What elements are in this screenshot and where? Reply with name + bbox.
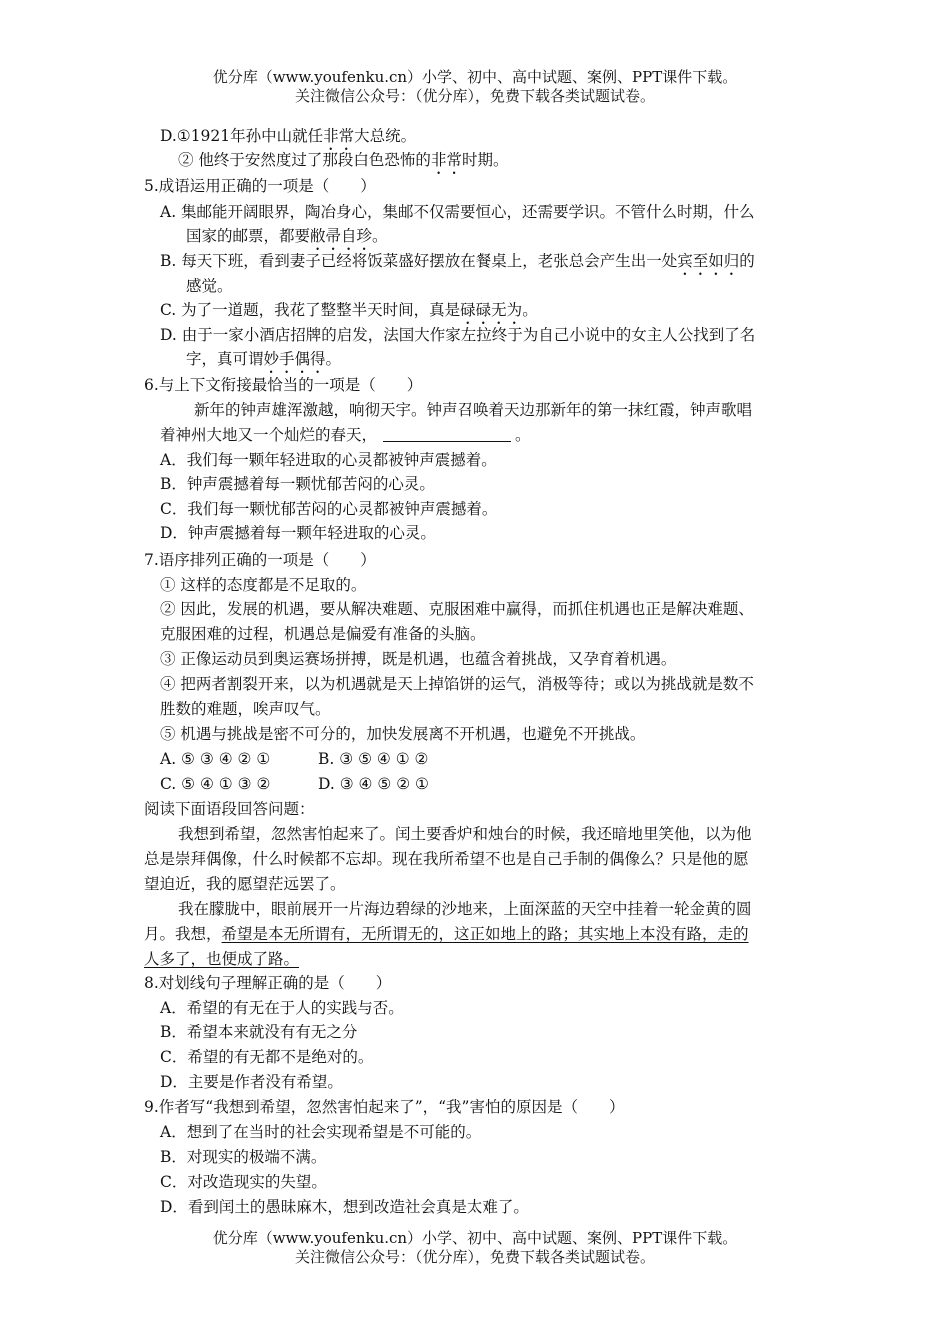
- q5-option-b-line-2: 感觉。: [186, 277, 233, 295]
- q7-sentence-1: ① 这样的态度都是不足取的。: [160, 576, 367, 594]
- q5-option-b-line-1: B. 每天下班，看到妻子已经将饭菜盛好摆放在餐桌上，老张总会产生出一处宾至如归的: [160, 252, 755, 270]
- emphasized-idiom: 妙手偶得: [263, 350, 326, 368]
- page-footer-line-1: 优分库（www.youfenku.cn）小学、初中、高中试题、案例、PPT课件下载。: [212, 1229, 738, 1247]
- reading-p1-line-3: 望迫近，我的愿望茫远罢了。: [144, 875, 346, 893]
- q6-stem: 6.与上下文衔接最恰当的一项是（ ）: [144, 376, 423, 394]
- q5-option-a-line-2: 国家的邮票，都要敝帚自珍。: [186, 227, 388, 245]
- q8-option-d: D．主要是作者没有希望。: [160, 1073, 343, 1091]
- q7-sentence-2-line-1: ② 因此，发展的机遇，要从解决难题、克服困难中赢得，而抓住机遇也正是解决难题、: [160, 600, 754, 618]
- q4-option-d-line-2: ② 他终于安然度过了那段白色恐怖的非常时期。: [178, 151, 509, 169]
- reading-intro: 阅读下面语段回答问题：: [144, 800, 315, 818]
- page-footer-line-2: 关注微信公众号：（优分库），免费下载各类试题试卷。: [294, 1248, 655, 1266]
- q7-sentence-3: ③ 正像运动员到奥运赛场拼搏，既是机遇，也蕴含着挑战，又孕育着机遇。: [160, 650, 677, 668]
- q7-sentence-4-line-1: ④ 把两者割裂开来，以为机遇就是天上掉馅饼的运气，消极等待；或以为挑战就是数不: [160, 675, 754, 693]
- q7-option-d: D. ③ ④ ⑤ ② ①: [318, 775, 429, 793]
- q5-stem: 5.成语运用正确的一项是（ ）: [144, 177, 376, 195]
- q7-option-a: A. ⑤ ③ ④ ② ①: [160, 750, 271, 768]
- q8-stem: 8.对划线句子理解正确的是（ ）: [144, 974, 392, 992]
- reading-p1-line-2: 总是崇拜偶像，什么时候都不忘却。现在我所希望不也是自己手制的偶像么？只是他的愿: [144, 850, 749, 868]
- q9-stem: 9.作者写“我想到希望，忽然害怕起来了”，“我”害怕的原因是（ ）: [144, 1098, 625, 1116]
- page-header-line-2: 关注微信公众号：（优分库），免费下载各类试题试卷。: [294, 87, 655, 105]
- emphasized-idiom: 敝帚自珍: [310, 227, 373, 245]
- underlined-sentence: 希望是本无所谓有，无所谓无的，这正如地上的路；其实地上本没有路，走的: [221, 925, 749, 943]
- q8-option-c: C．希望的有无都不是绝对的。: [160, 1048, 374, 1066]
- q8-option-a: A．希望的有无在于人的实践与否。: [160, 999, 404, 1017]
- q7-sentence-2-line-2: 克服困难的过程，机遇总是偏爱有准备的头脑。: [160, 625, 486, 643]
- q5-option-d-line-2: 字，真可谓妙手偶得。: [186, 350, 342, 368]
- reading-p2-line-3: [144, 947, 299, 971]
- q6-passage-line-2: 着神州大地又一个灿烂的春天， 。: [160, 426, 531, 444]
- q7-sentence-5: ⑤ 机遇与挑战是密不可分的，加快发展离不开机遇，也避免不开挑战。: [160, 725, 646, 743]
- q7-sentence-4-line-2: 胜数的难题，唉声叹气。: [160, 700, 331, 718]
- underlined-sentence: 人多了，也便成了路。: [144, 950, 300, 968]
- answer-blank: [383, 427, 511, 442]
- emphasized-idiom: 宾至如归: [677, 252, 740, 270]
- emphasized-word: 非常: [430, 151, 462, 169]
- q5-option-a-line-1: A. 集邮能开阔眼界，陶冶身心，集邮不仅需要恒心，还需要学识。不管什么时期，什么: [160, 203, 755, 221]
- q4-option-d-line-1: D.①1921年孙中山就任非常大总统。: [160, 127, 417, 145]
- q7-option-c: C. ⑤ ④ ① ③ ②: [160, 775, 271, 793]
- reading-p2-line-2: 月。我想，希望是本无所谓有，无所谓无的，这正如地上的路；其实地上本没有路，走的: [144, 925, 749, 943]
- emphasized-word: 非常: [323, 127, 355, 145]
- emphasized-idiom: 碌碌无为: [460, 301, 523, 319]
- q6-passage-line-1: 新年的钟声雄浑激越，响彻天宇。钟声召唤着天边那新年的第一抹红霞，钟声歌唱: [194, 401, 753, 419]
- q6-option-b: B．钟声震撼着每一颗忧郁苦闷的心灵。: [160, 475, 435, 493]
- q6-option-d: D．钟声震撼着每一颗年轻进取的心灵。: [160, 524, 436, 542]
- q7-option-b: B. ③ ⑤ ④ ① ②: [318, 750, 429, 768]
- q6-option-a: A．我们每一颗年轻进取的心灵都被钟声震撼着。: [160, 451, 497, 469]
- page-header-line-1: 优分库（www.youfenku.cn）小学、初中、高中试题、案例、PPT课件下载。: [212, 68, 738, 86]
- reading-p2-line-1: 我在朦胧中，眼前展开一片海边碧绿的沙地来，上面深蓝的天空中挂着一轮金黄的圆: [178, 900, 752, 918]
- q9-option-d: D．看到闰土的愚昧麻木，想到改造社会真是太难了。: [160, 1198, 529, 1216]
- q6-option-c: C．我们每一颗忧郁苦闷的心灵都被钟声震撼着。: [160, 500, 498, 518]
- q9-option-c: C．对改造现实的失望。: [160, 1173, 327, 1191]
- q5-option-d-line-1: D. 由于一家小酒店招牌的启发，法国大作家左拉终于为自己小说中的女主人公找到了名: [160, 326, 756, 344]
- q9-option-a: A．想到了在当时的社会实现希望是不可能的。: [160, 1123, 482, 1141]
- q7-stem: 7.语序排列正确的一项是（ ）: [144, 551, 376, 569]
- q8-option-b: B．希望本来就没有有无之分: [160, 1023, 358, 1041]
- q5-option-c: C. 为了一道题，我花了整整半天时间，真是碌碌无为。: [160, 301, 538, 319]
- reading-p1-line-1: 我想到希望，忽然害怕起来了。闰土要香炉和烛台的时候，我还暗地里笑他，以为他: [178, 825, 752, 843]
- q9-option-b: B．对现实的极端不满。: [160, 1148, 327, 1166]
